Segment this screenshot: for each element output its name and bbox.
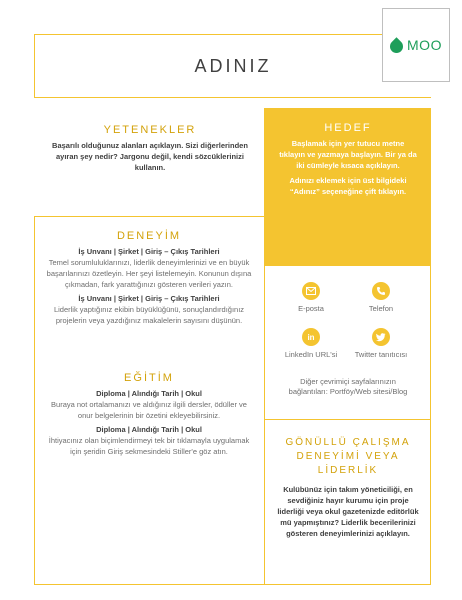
divider-middle-horizontal [34,216,265,217]
drop-icon [387,37,405,55]
job-description[interactable]: Temel sorumluluklarınızı, liderlik deneyimlerinizi ve en büyük başarılarınızı özetleyin. Her şeyi listelemeyin. Konunun dışına çıkmadan, fark yarattığınızı gösteren verileri yazın. [46,258,252,289]
divider-left-vertical [34,216,35,584]
logo [382,8,450,82]
volunteer-text[interactable]: Kulübünüz için takım yöneticiliği, en sevdiğiniz hayır kurumu için proje liderliği veya okul gazetenizde editörlük mü yapmıştınız? Liderlik becerilerinizi gösteren deneyimlerinizi açıklayın. [277,485,419,538]
objective-heading[interactable]: HEDEF [324,122,372,134]
twitter-label[interactable]: Twitter tanıtıcısı [354,350,408,359]
email-label[interactable]: E-posta [298,304,324,313]
contact-links-text[interactable]: Diğer çevrimiçi sayfalarınızın bağlantıları: Portföy/Web sitesi/Blog [288,377,408,396]
degree-title[interactable]: Diploma | Alındığı Tarih | Okul [96,389,202,398]
divider-right-bottom [265,584,431,585]
skills-section [40,124,260,173]
degree-description[interactable]: Buraya not ortalamanızı ve aldığınız ilgili dersler, ödüller ve onur belgelerinin bir özetini ekleyebilirsiniz. [51,400,247,420]
skills-heading[interactable]: YETENEKLER [103,124,197,136]
objective-section [265,108,431,266]
email-icon [302,282,320,300]
logo-text: MOO [407,37,442,53]
volunteer-section [270,436,426,539]
divider-right-horizontal [265,419,431,420]
page-title[interactable]: ADINIZ [34,34,431,98]
objective-text-1[interactable]: Başlamak için yer tutucu metne tıklayın ve yazmaya başlayın. Bir ya da iki cümleyle kısaca açıklayın. [279,139,417,170]
linkedin-label[interactable]: LinkedIn URL'si [284,350,338,359]
job-title[interactable]: İş Unvanı | Şirket | Giriş – Çıkış Tarihleri [78,294,220,303]
experience-heading[interactable]: DENEYİM [116,230,182,242]
job-title[interactable]: İş Unvanı | Şirket | Giriş – Çıkış Tarihleri [78,247,220,256]
phone-icon [372,282,390,300]
phone-label[interactable]: Telefon [368,304,394,313]
divider-bottom [34,584,264,585]
skills-text[interactable]: Başarılı olduğunuz alanları açıklayın. Sizi diğerlerinden ayıran şey nedir? Jargonu değil, kendi sözcüklerinizi kullanın. [52,141,248,172]
linkedin-icon: in [302,328,320,346]
degree-description[interactable]: İhtiyacınız olan biçimlendirmeyi tek bir tıklamayla uygulamak için şeridin Giriş sekmesindeki Stiller'e göz atın. [48,436,250,456]
divider-right-vertical [430,266,431,584]
twitter-icon [372,328,390,346]
education-section [44,372,254,457]
job-description[interactable]: Liderlik yaptığınız ekibin büyüklüğünü, sonuçlandırdığınız projelerin veya yazdığınız makalelerin sayısını düşünün. [53,305,245,325]
education-heading[interactable]: EĞİTİM [124,372,174,384]
experience-section [44,230,254,326]
volunteer-heading[interactable]: GÖNÜLLÜ ÇALIŞMA DENEYİMİ VEYA LİDERLİK [285,437,411,476]
objective-text-2[interactable]: Adınızı eklemek için üst bilgideki “Adınız” seçeneğine çift tıklayın. [289,176,407,196]
degree-title[interactable]: Diploma | Alındığı Tarih | Okul [96,425,202,434]
